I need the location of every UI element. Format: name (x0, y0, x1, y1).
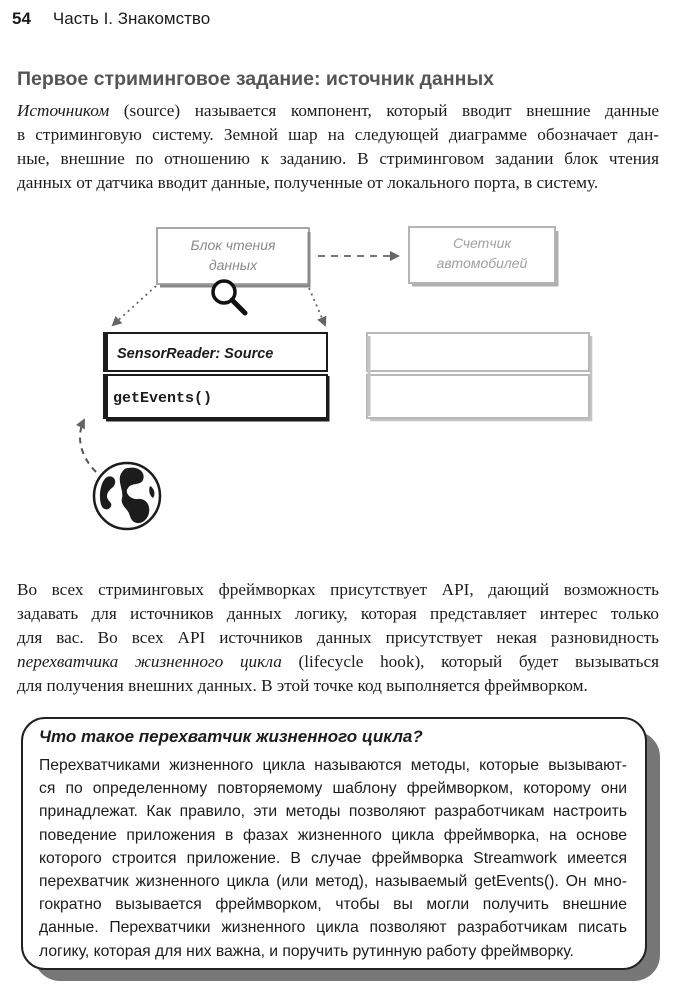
paragraph-line: Источником (source) называется компонент, который вводит внешние данные (17, 101, 659, 120)
paragraph-line: Во всех стриминговых фреймворках присутствует API, дающий возможность (17, 580, 659, 599)
intro-paragraph (17, 99, 659, 195)
sidebar-line: перехватчик жизненного цикла (или метод), называемый getEvents(). Он мно- (39, 873, 627, 891)
sidebar-line: Перехватчиками жизненного цикла называются методы, которые вызывают- (39, 757, 627, 774)
page-number: 54 (12, 9, 31, 28)
globe-icon (94, 463, 160, 529)
method-box (104, 375, 328, 420)
section-title: Первое стриминговое задание: источник данных (17, 68, 494, 90)
paragraph-line: ные, внешние по отношению к заданию. В стриминговом задании блок чтения (17, 149, 659, 168)
sidebar-line: гократно вызывается фреймворком, чтобы вы могли получить внешние (39, 896, 627, 914)
running-head-section: Часть I. Знакомство (52, 9, 211, 28)
counter-block-label-line2: автомобилей (436, 255, 528, 271)
method-name: getEvents() (113, 390, 213, 407)
paragraph-line: для получения внешних данных. В этой точке код выполняется фреймворком. (17, 676, 588, 695)
sidebar-line: принадлежат. Как правило, эти методы позволяют разработчикам настроить (39, 803, 627, 821)
paragraph-line: для вас. Во всех API источников данных присутствует некая разновидность (17, 628, 659, 647)
sidebar-line: ся по определенному повторяемому шаблону фреймворком, которому они (39, 780, 627, 798)
input-arrow (80, 420, 96, 472)
paragraph-line: в стриминговую систему. Земной шар на следующей диаграмме обозначает дан- (17, 125, 659, 144)
term-lifecycle-hook: перехватчика жизненного цикла (17, 652, 282, 671)
counter-class-placeholder (367, 333, 591, 420)
api-paragraph (17, 578, 659, 698)
reader-block (157, 228, 309, 286)
paragraph-line: данных от датчика вводит данные, полученные от локального порта, в систему. (17, 173, 599, 192)
running-head (12, 9, 210, 29)
class-name: SensorReader: Source (117, 346, 274, 362)
sidebar-line: логику, которая для них важна, и поручить рутинную работу фреймворку. (39, 942, 574, 960)
term-source: Источником (17, 101, 110, 120)
class-header-box (104, 333, 327, 371)
sidebar-line: поведение приложения в фазах жизненного цикла фреймворка, на основе (39, 826, 627, 844)
sidebar-line: которого строится приложение. В случае фреймворка Streamwork имеется (39, 849, 627, 867)
zoom-line-left (113, 286, 156, 325)
reader-block-label-line1: Блок чтения (190, 237, 276, 253)
sidebar-box-title: Что такое перехватчик жизненного цикла? (39, 727, 423, 746)
zoom-line-right (309, 288, 325, 325)
reader-block-label-line2: данных (208, 257, 258, 273)
paragraph-line: задавать для источников данных логику, которая представляет интерес только (17, 604, 659, 623)
sidebar-box-body (39, 754, 627, 963)
source-diagram (0, 210, 676, 540)
sidebar-line: данные. Перехватчики жизненного цикла позволяют разработчикам писать (39, 919, 627, 937)
counter-block (409, 227, 557, 285)
paragraph-line: перехватчика жизненного цикла (lifecycle hook), который будет вызываться (17, 652, 659, 671)
counter-block-label-line1: Счетчик (453, 235, 511, 251)
